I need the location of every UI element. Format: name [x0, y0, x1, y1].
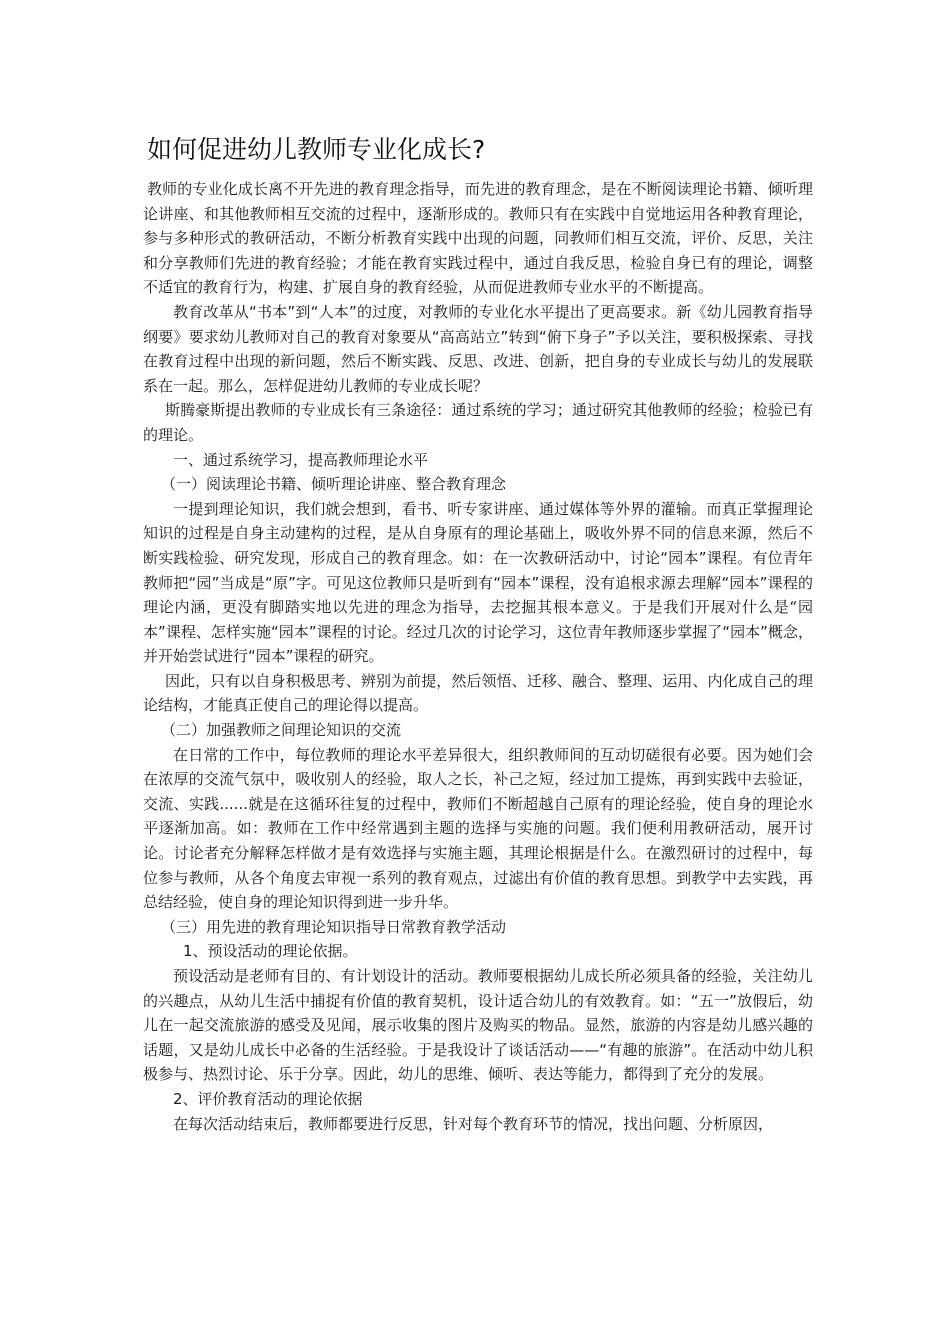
paragraph-preset-activity: 预设活动是老师有目的、有计划设计的活动。教师要根据幼儿成长所必须具备的经验，关注幼儿的兴趣点，从幼儿生活中捕捉有价值的教育契机，设计适合幼儿的有效教育。如：“五一”放假后，幼儿在一起交流旅游的感受及见闻，展示收集的图片及购买的物品。显然，旅游的内容是幼儿感兴趣的话题，又是幼儿成长中必备的生活经验。于是我设计了谈话活动——“有趣的旅游”。在活动中幼儿积极参与、热烈讨论、乐于分享。因此，幼儿的思维、倾听、表达等能力，都得到了充分的发展。	[143, 967, 813, 1084]
paragraph-daily-work: 在日常的工作中，每位教师的理论水平差异很大，组织教师间的互动切磋很有必要。因为她们会在浓厚的交流气氛中，吸收别人的经验，取人之长，补己之短，经过加工提炼，再到实践中去验证，交流、实践......就是在这循环往复的过程中，教师们不断超越自己原有的理论经验，使自身的理论水平逐渐加高。如：教师在工作中经常遇到主题的选择与实施的问题。我们便利用教研活动，展开讨论。讨论者充分解释怎样做才是有效选择与实施主题，其理论根据是什么。在激烈研讨的过程中，每位参与教师，从各个角度去审视一系列的教育观点，过滤出有价值的教育思想。到教学中去实践，再总结经验，使自身的理论知识得到进一步升华。	[143, 745, 813, 912]
document-title: 如何促进幼儿教师专业化成长?	[147, 135, 486, 164]
paragraph-stenhouse: 斯腾豪斯提出教师的专业成长有三条途径：通过系统的学习；通过研究其他教师的经验；检验已有的理论。	[143, 401, 813, 444]
paragraph-therefore: 因此，只有以自身积极思考、辨别为前提，然后领悟、迁移、融合、整理、运用、内化成自己的理论结构，才能真正使自己的理论得以提高。	[143, 671, 813, 715]
paragraph-reflection: 在每次活动结束后，教师都要进行反思，针对每个教育环节的情况，找出问题、分析原因，	[173, 1114, 774, 1133]
document-body	[143, 177, 813, 1136]
item-heading-2: 2、评价教育活动的理论依据	[173, 1089, 363, 1108]
paragraph-theory-knowledge: 一提到理论知识，我们就会想到，看书、听专家讲座、通过媒体等外界的灌输。而真正掌握理论知识的过程是自身主动建构的过程，是从自身原有的理论基础上，吸收外界不同的信息来源，然后不断实践检验、研究发现，形成自己的教育理念。如：在一次教研活动中，讨论“园本”课程。有位青年教师把“园”当成是“原”字。可见这位教师只是听到有“园本”课程，没有追根求源去理解“园本”课程的理论内涵，更没有脚踏实地以先进的理念为指导，去挖掘其根本意义。于是我们开展对什么是“园本”课程、怎样实施“园本”课程的讨论。经过几次的讨论学习，这位青年教师逐步掌握了“园本”概念，并开始尝试进行“园本”课程的研究。	[143, 499, 813, 666]
item-heading-1: 1、预设活动的理论依据。	[183, 942, 358, 961]
section-heading-1: 一、通过系统学习，提高教师理论水平	[173, 450, 429, 469]
subsection-heading-2: （二）加强教师之间理论知识的交流	[161, 721, 402, 740]
subsection-heading-1: （一）阅读理论书籍、倾听理论讲座、整合教育理念	[161, 475, 507, 494]
paragraph-intro: 教师的专业化成长离不开先进的教育理念指导，而先进的教育理念，是在不断阅读理论书籍、倾听理论讲座、和其他教师相互交流的过程中，逐渐形成的。教师只有在实践中自觉地运用各种教育理论，参与多种形式的教研活动，不断分析教育实践中出现的问题，同教师们相互交流，评价、反思，关注和分享教师们先进的教育经验；才能在教育实践过程中，通过自我反思，检验自身已有的理论，调整不适宜的教育行为，构建、扩展自身的教育经验，从而促进教师专业水平的不断提高。	[143, 180, 813, 297]
subsection-heading-3: （三）用先进的教育理论知识指导日常教育教学活动	[161, 917, 507, 936]
paragraph-reform: 教育改革从“书本”到“人本”的过度，对教师的专业化水平提出了更高要求。新《幼儿园教育指导纲要》要求幼儿教师对自己的教育对象要从“高高站立”转到“俯下身子”予以关注，要积极探索、寻找在教育过程中出现的新问题，然后不断实践、反思、改进、创新，把自身的专业成长与幼儿的发展联系在一起。那么，怎样促进幼儿教师的专业成长呢？	[143, 302, 813, 395]
